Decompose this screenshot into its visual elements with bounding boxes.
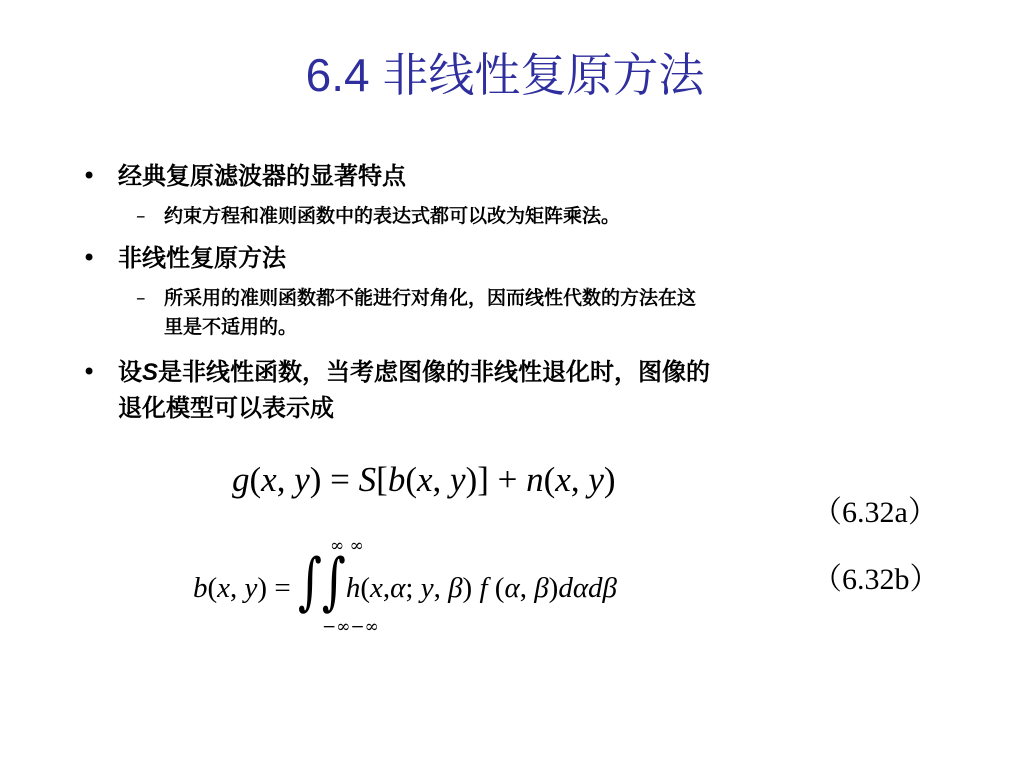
bullet-3-continuation: 退化模型可以表示成 bbox=[118, 394, 334, 422]
bullet-dot: • bbox=[82, 162, 97, 190]
bullet-2 bbox=[82, 246, 286, 270]
integral-upper-limits: ∞ ∞ bbox=[330, 536, 364, 556]
integral-lower-limits: −∞−∞ bbox=[322, 617, 379, 637]
slide-title: 6.4 非线性复原方法 bbox=[305, 49, 705, 101]
bullet-3 bbox=[82, 360, 710, 385]
sub-bullet-2-1 bbox=[136, 289, 696, 308]
bullet-1 bbox=[82, 164, 406, 188]
bullet-dot: • bbox=[82, 244, 97, 272]
bullet-3-text-before: 设 bbox=[118, 358, 142, 386]
sub-dash: – bbox=[136, 205, 146, 227]
equation-6-32b: b(x, y) = ∫∫h(x,α; y, β) f (α, β)dαdβ bbox=[193, 544, 617, 618]
bullet-2-text: 非线性复原方法 bbox=[118, 244, 286, 272]
sub-bullet-2-1-continuation: 里是不适用的。 bbox=[164, 316, 298, 338]
sub-bullet-1-1-text: 约束方程和准则函数中的表达式都可以改为矩阵乘法。 bbox=[164, 205, 621, 227]
equation-label-6-32b: （6.32b） bbox=[812, 563, 940, 596]
sub-bullet-1-1 bbox=[136, 207, 620, 226]
sub-dash: – bbox=[136, 287, 146, 309]
bullet-3-text-after: 是非线性函数，当考虑图像的非线性退化时，图像的 bbox=[158, 358, 711, 386]
equation-label-6-32a: （6.32a） bbox=[812, 496, 938, 529]
bullet-dot: • bbox=[82, 358, 97, 386]
variable-s: S bbox=[142, 359, 159, 386]
double-integral-icon: ∫∫ bbox=[297, 544, 346, 618]
equation-6-32a: g(x, y) = S[b(x, y)] + n(x, y) bbox=[232, 460, 616, 499]
bullet-1-text: 经典复原滤波器的显著特点 bbox=[118, 162, 406, 190]
sub-bullet-2-1-text: 所采用的准则函数都不能进行对角化，因而线性代数的方法在这 bbox=[164, 287, 697, 309]
